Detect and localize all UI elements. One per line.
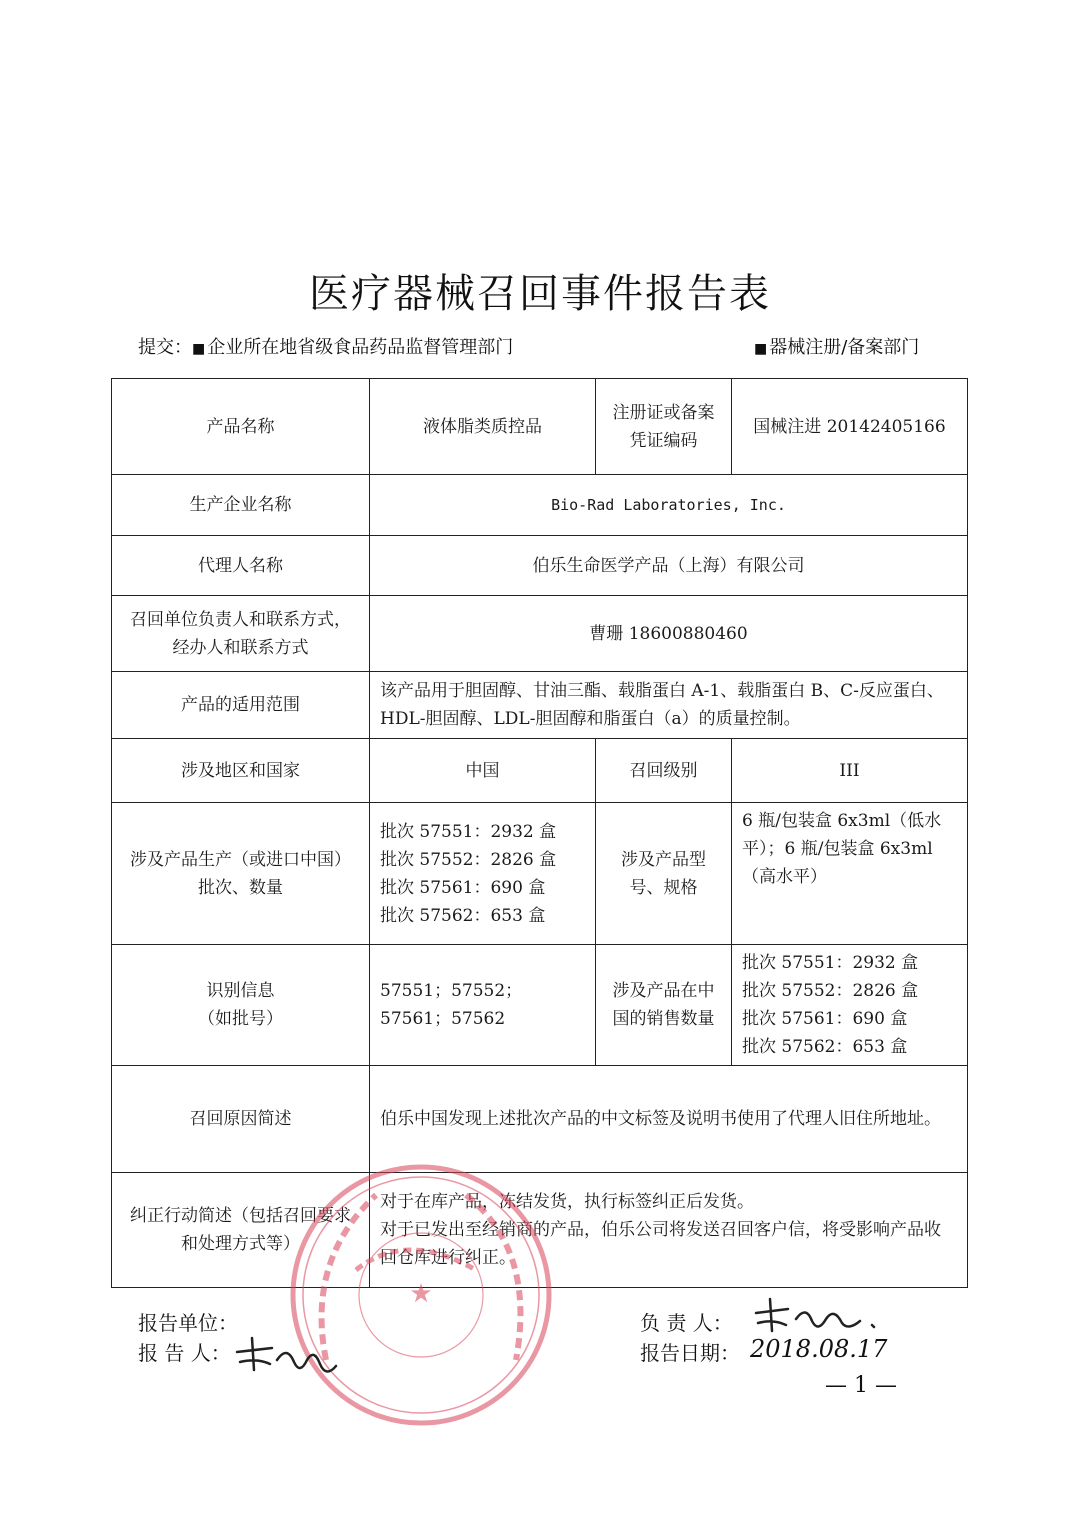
table-row [112,596,968,672]
submit-option-registration-wrap [754,333,919,359]
checkbox-checked-icon: ■ [192,341,206,357]
submit-option-provincial: 企业所在地省级食品药品监督管理部门 [207,337,514,358]
table-row [112,672,968,739]
report-date-value: 2018.08.17 [750,1335,888,1363]
reg-code-label: 注册证或备案凭证编码 [596,379,732,475]
list-item: 批次 57552：2826 盒 [380,849,557,870]
list-item: 批次 57552：2826 盒 [742,981,919,1001]
batches-label: 涉及产品生产（或进口中国）批次、数量 [112,803,370,945]
submit-line [138,333,928,359]
scope-label: 产品的适用范围 [112,672,370,739]
recall-level-value: III [732,739,968,803]
sales-label: 涉及产品在中国的销售数量 [596,945,732,1066]
agent-label: 代理人名称 [112,536,370,596]
reporter-label: 报 告 人： [138,1341,231,1365]
list-item: 批次 57551：2932 盒 [742,953,919,973]
region-label: 涉及地区和国家 [112,739,370,803]
table-row [112,945,968,1066]
manufacturer-value: Bio-Rad Laboratories, Inc. [370,475,968,536]
list-item: 批次 57561：690 盒 [742,1009,908,1029]
id-info-label-line1: 识别信息 [206,981,275,1001]
page-title: 医疗器械召回事件报告表 [309,271,771,317]
recall-level-label: 召回级别 [596,739,732,803]
table-row [112,803,968,945]
page-number: — 1 — [825,1373,897,1398]
reason-label: 召回原因简述 [112,1066,370,1173]
list-item: 批次 57562：653 盒 [380,905,546,926]
table-row [112,536,968,596]
reporter-signature [232,1330,342,1385]
id-info-label [112,945,370,1066]
table-row [112,379,968,475]
checkbox-checked-icon: ■ [754,341,768,357]
table-row [112,475,968,536]
responsible-label: 负 责 人： [640,1311,733,1335]
agent-value: 伯乐生命医学产品（上海）有限公司 [370,536,968,596]
report-unit-label: 报告单位： [138,1311,238,1335]
list-item: 批次 57562：653 盒 [742,1037,908,1057]
list-item: 批次 57561：690 盒 [380,877,546,898]
product-name-label: 产品名称 [112,379,370,475]
product-name-value: 液体脂类质控品 [370,379,596,475]
contact-label: 召回单位负责人和联系方式，经办人和联系方式 [112,596,370,672]
action-label: 纠正行动简述（包括召回要求和处理方式等） [112,1173,370,1288]
action-line-2: 对于已发出至经销商的产品，伯乐公司将发送召回客户信，将受影响产品收回仓库进行纠正。 [380,1220,941,1268]
report-date-label: 报告日期： [640,1341,740,1365]
reg-code-value: 国械注进 20142405166 [732,379,968,475]
table-row [112,1066,968,1173]
model-value: 6 瓶/包装盒 6x3ml（低水平）；6 瓶/包装盒 6x3ml（高水平） [732,803,968,945]
table-row [112,739,968,803]
list-item: 批次 57551：2932 盒 [380,821,557,842]
id-info-value: 57551；57552；57561；57562 [370,945,596,1066]
submit-prefix: 提交： [138,337,192,358]
batches-value [370,803,596,945]
model-label: 涉及产品型号、规格 [596,803,732,945]
action-line-1: 对于在库产品，冻结发货，执行标签纠正后发货。 [380,1192,754,1212]
contact-value: 曹珊 18600880460 [370,596,968,672]
region-value: 中国 [370,739,596,803]
id-info-label-line2: （如批号） [198,1009,283,1029]
submit-option-registration: 器械注册/备案部门 [769,337,920,358]
manufacturer-label: 生产企业名称 [112,475,370,536]
svg-text:★: ★ [409,1279,433,1309]
sales-value [732,945,968,1066]
responsible-signature [748,1295,888,1340]
reason-value: 伯乐中国发现上述批次产品的中文标签及说明书使用了代理人旧住所地址。 [370,1066,968,1173]
scope-value: 该产品用于胆固醇、甘油三酯、载脂蛋白 A-1、载脂蛋白 B、C-反应蛋白、HDL-胆固醇、LDL-胆固醇和脂蛋白（a）的质量控制。 [370,672,968,739]
company-seal-stamp [286,1160,556,1430]
recall-report-table [111,378,968,1288]
